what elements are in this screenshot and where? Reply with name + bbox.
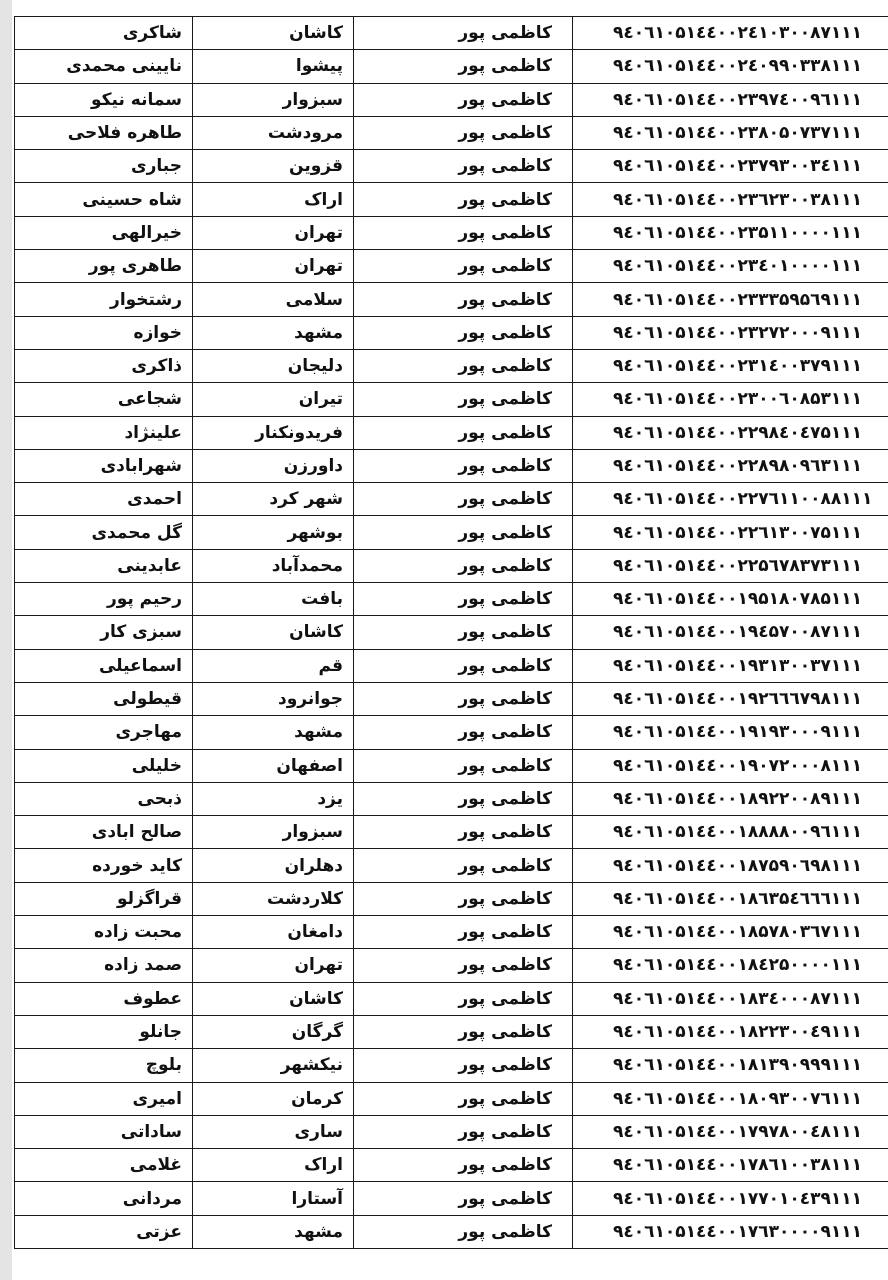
name-cell: کاظمی پور [354,549,573,582]
name-cell: کاظمی پور [354,83,573,116]
table-row [15,316,888,349]
city-cell: بافت [193,583,354,616]
table-row [15,17,888,50]
city-cell: داورزن [193,449,354,482]
name-cell: کاظمی پور [354,882,573,915]
name-cell: کاظمی پور [354,982,573,1015]
name-cell: کاظمی پور [354,949,573,982]
lastname-cell: خیرالهی [15,216,193,249]
city-cell: فریدونکنار [193,416,354,449]
city-cell: شهر کرد [193,483,354,516]
name-cell: کاظمی پور [354,116,573,149]
table-row [15,216,888,249]
table-row [15,349,888,382]
code-cell: ۹٤۰٦۱۰۵۱٤٤۰۰۱۸۷۵۹۰٦۹۸۱۱۱ [573,849,888,882]
lastname-cell: قیطولی [15,682,193,715]
table-row [15,250,888,283]
city-cell: یزد [193,782,354,815]
lastname-cell: کاید خورده [15,849,193,882]
lastname-cell: نایینی محمدی [15,50,193,83]
code-cell: ۹٤۰٦۱۰۵۱٤٤۰۰۱۹۲٦٦٦۷۹۸۱۱۱ [573,682,888,715]
name-cell: کاظمی پور [354,616,573,649]
code-cell: ۹٤۰٦۱۰۵۱٤٤۰۰۱۹٤۵۷۰۰۸۷۱۱۱ [573,616,888,649]
table-row [15,549,888,582]
lastname-cell: اسماعیلی [15,649,193,682]
code-cell: ۹٤۰٦۱۰۵۱٤٤۰۰۱۸۹۲۲۰۰۸۹۱۱۱ [573,782,888,815]
table-row [15,1115,888,1148]
table-row [15,916,888,949]
code-cell: ۹٤۰٦۱۰۵۱٤٤۰۰۱۷٦۳۰۰۰۰۹۱۱۱ [573,1215,888,1248]
table-row [15,1049,888,1082]
lastname-cell: خوازه [15,316,193,349]
city-cell: کرمان [193,1082,354,1115]
code-cell: ۹٤۰٦۱۰۵۱٤٤۰۰۱۷۸٦۱۰۰۳۸۱۱۱ [573,1149,888,1182]
code-cell: ۹٤۰٦۱۰۵۱٤٤۰۰۲۳۵۱۱۰۰۰۰۱۱۱ [573,216,888,249]
lastname-cell: شاکری [15,17,193,50]
name-cell: کاظمی پور [354,1082,573,1115]
code-cell: ۹٤۰٦۱۰۵۱٤٤۰۰۱۹۰۷۲۰۰۰۸۱۱۱ [573,749,888,782]
lastname-cell: ساداتی [15,1115,193,1148]
lastname-cell: گل محمدی [15,516,193,549]
code-cell: ۹٤۰٦۱۰۵۱٤٤۰۰۱۸۰۹۳۰۰۷٦۱۱۱ [573,1082,888,1115]
name-cell: کاظمی پور [354,349,573,382]
table-row [15,283,888,316]
code-cell: ۹٤۰٦۱۰۵۱٤٤۰۰۱۹۳۱۳۰۰۳۷۱۱۱ [573,649,888,682]
code-cell: ۹٤۰٦۱۰۵۱٤٤۰۰۲۲۵٦۷۸۳۷۳۱۱۱ [573,549,888,582]
table-row [15,50,888,83]
name-cell: کاظمی پور [354,17,573,50]
city-cell: کاشان [193,982,354,1015]
table-row [15,183,888,216]
name-cell: کاظمی پور [354,250,573,283]
table-row [15,383,888,416]
name-cell: کاظمی پور [354,716,573,749]
code-cell: ۹٤۰٦۱۰۵۱٤٤۰۰۱۹۱۹۳۰۰۰۹۱۱۱ [573,716,888,749]
table-row [15,416,888,449]
records-table [14,16,888,1249]
city-cell: ساری [193,1115,354,1148]
name-cell: کاظمی پور [354,1049,573,1082]
code-cell: ۹٤۰٦۱۰۵۱٤٤۰۰۲۲۸۹۸۰۹٦۳۱۱۱ [573,449,888,482]
table-row [15,682,888,715]
city-cell: دهلران [193,849,354,882]
table-row [15,616,888,649]
name-cell: کاظمی پور [354,50,573,83]
city-cell: نیکشهر [193,1049,354,1082]
code-cell: ۹٤۰٦۱۰۵۱٤٤۰۰۲۳۸۰۵۰۷۳۷۱۱۱ [573,116,888,149]
name-cell: کاظمی پور [354,183,573,216]
city-cell: سلامی [193,283,354,316]
name-cell: کاظمی پور [354,483,573,516]
document-sheet [14,16,877,1249]
city-cell: تیران [193,383,354,416]
lastname-cell: سبزی کار [15,616,193,649]
table-row [15,882,888,915]
name-cell: کاظمی پور [354,749,573,782]
lastname-cell: صالح ابادی [15,816,193,849]
code-cell: ۹٤۰٦۱۰۵۱٤٤۰۰۲۲۹۸٤۰٤۷۵۱۱۱ [573,416,888,449]
code-cell: ۹٤۰٦۱۰۵۱٤٤۰۰۲٤۰۹۹۰۳۳۸۱۱۱ [573,50,888,83]
table-row [15,483,888,516]
lastname-cell: رحیم پور [15,583,193,616]
city-cell: تهران [193,250,354,283]
city-cell: مشهد [193,716,354,749]
lastname-cell: جانلو [15,1015,193,1048]
city-cell: گرگان [193,1015,354,1048]
code-cell: ۹٤۰٦۱۰۵۱٤٤۰۰۲۳۲۷۲۰۰۰۹۱۱۱ [573,316,888,349]
code-cell: ۹٤۰٦۱۰۵۱٤٤۰۰۲٤۱۰۳۰۰۸۷۱۱۱ [573,17,888,50]
lastname-cell: جباری [15,150,193,183]
lastname-cell: رشتخوار [15,283,193,316]
name-cell: کاظمی پور [354,1182,573,1215]
name-cell: کاظمی پور [354,649,573,682]
table-row [15,716,888,749]
lastname-cell: غلامی [15,1149,193,1182]
code-cell: ۹٤۰٦۱۰۵۱٤٤۰۰۲۲۷٦۱۱۰۰۸۸۱۱۱ [573,483,888,516]
code-cell: ۹٤۰٦۱۰۵۱٤٤۰۰۱۸۸۸۸۰۰۹٦۱۱۱ [573,816,888,849]
city-cell: سبزوار [193,83,354,116]
city-cell: سبزوار [193,816,354,849]
name-cell: کاظمی پور [354,916,573,949]
lastname-cell: عطوف [15,982,193,1015]
code-cell: ۹٤۰٦۱۰۵۱٤٤۰۰۱۷۷۰۱۰٤۳۹۱۱۱ [573,1182,888,1215]
name-cell: کاظمی پور [354,1149,573,1182]
lastname-cell: مردانی [15,1182,193,1215]
lastname-cell: صمد زاده [15,949,193,982]
table-row [15,116,888,149]
lastname-cell: محبت زاده [15,916,193,949]
name-cell: کاظمی پور [354,516,573,549]
city-cell: مرودشت [193,116,354,149]
table-row [15,516,888,549]
table-row [15,949,888,982]
table-row [15,83,888,116]
lastname-cell: عابدینی [15,549,193,582]
city-cell: اراک [193,183,354,216]
name-cell: کاظمی پور [354,1015,573,1048]
name-cell: کاظمی پور [354,1115,573,1148]
code-cell: ۹٤۰٦۱۰۵۱٤٤۰۰۲۳٤۰۱۰۰۰۰۱۱۱ [573,250,888,283]
code-cell: ۹٤۰٦۱۰۵۱٤٤۰۰۱۸۱۳۹۰۹۹۹۱۱۱ [573,1049,888,1082]
name-cell: کاظمی پور [354,283,573,316]
city-cell: قم [193,649,354,682]
code-cell: ۹٤۰٦۱۰۵۱٤٤۰۰۲۳۱٤۰۰۳۷۹۱۱۱ [573,349,888,382]
table-row [15,982,888,1015]
lastname-cell: عزتی [15,1215,193,1248]
lastname-cell: شجاعی [15,383,193,416]
table-row [15,150,888,183]
table-row [15,1149,888,1182]
table-row [15,816,888,849]
lastname-cell: قراگزلو [15,882,193,915]
lastname-cell: مهاجری [15,716,193,749]
name-cell: کاظمی پور [354,782,573,815]
city-cell: دلیجان [193,349,354,382]
name-cell: کاظمی پور [354,1215,573,1248]
name-cell: کاظمی پور [354,849,573,882]
table-row [15,1182,888,1215]
table-row [15,1082,888,1115]
city-cell: بوشهر [193,516,354,549]
lastname-cell: بلوچ [15,1049,193,1082]
name-cell: کاظمی پور [354,682,573,715]
table-row [15,649,888,682]
code-cell: ۹٤۰٦۱۰۵۱٤٤۰۰۱۸٦۳۵٤٦٦٦۱۱۱ [573,882,888,915]
city-cell: کاشان [193,616,354,649]
city-cell: اصفهان [193,749,354,782]
city-cell: اراک [193,1149,354,1182]
lastname-cell: ذاکری [15,349,193,382]
table-row [15,749,888,782]
code-cell: ۹٤۰٦۱۰۵۱٤٤۰۰۱۸٤۲۵۰۰۰۰۱۱۱ [573,949,888,982]
name-cell: کاظمی پور [354,816,573,849]
table-row [15,449,888,482]
lastname-cell: علینژاد [15,416,193,449]
code-cell: ۹٤۰٦۱۰۵۱٤٤۰۰۲۳۰۰٦۰۸۵۳۱۱۱ [573,383,888,416]
code-cell: ۹٤۰٦۱۰۵۱٤٤۰۰۱۹۵۱۸۰۷۸۵۱۱۱ [573,583,888,616]
code-cell: ۹٤۰٦۱۰۵۱٤٤۰۰۲۳۹۷٤۰۰۹٦۱۱۱ [573,83,888,116]
name-cell: کاظمی پور [354,316,573,349]
name-cell: کاظمی پور [354,216,573,249]
name-cell: کاظمی پور [354,583,573,616]
city-cell: آستارا [193,1182,354,1215]
records-table-body [15,17,888,1249]
name-cell: کاظمی پور [354,383,573,416]
city-cell: جوانرود [193,682,354,715]
lastname-cell: سمانه نیکو [15,83,193,116]
table-row [15,849,888,882]
code-cell: ۹٤۰٦۱۰۵۱٤٤۰۰۱۸۲۲۳۰۰٤۹۱۱۱ [573,1015,888,1048]
table-row [15,782,888,815]
lastname-cell: طاهره فلاحی [15,116,193,149]
page-edge-strip [0,0,12,1280]
city-cell: محمدآباد [193,549,354,582]
name-cell: کاظمی پور [354,449,573,482]
table-row [15,1215,888,1248]
city-cell: مشهد [193,1215,354,1248]
code-cell: ۹٤۰٦۱۰۵۱٤٤۰۰۱۸۳٤۰۰۰۸۷۱۱۱ [573,982,888,1015]
code-cell: ۹٤۰٦۱۰۵۱٤٤۰۰۱۸۵۷۸۰۳٦۷۱۱۱ [573,916,888,949]
code-cell: ۹٤۰٦۱۰۵۱٤٤۰۰۲۳٦۲۳۰۰۳۸۱۱۱ [573,183,888,216]
lastname-cell: احمدی [15,483,193,516]
table-row [15,583,888,616]
city-cell: تهران [193,949,354,982]
city-cell: قزوین [193,150,354,183]
lastname-cell: خلیلی [15,749,193,782]
code-cell: ۹٤۰٦۱۰۵۱٤٤۰۰۲۲٦۱۳۰۰۷۵۱۱۱ [573,516,888,549]
lastname-cell: طاهری پور [15,250,193,283]
city-cell: پیشوا [193,50,354,83]
lastname-cell: شاه حسینی [15,183,193,216]
code-cell: ۹٤۰٦۱۰۵۱٤٤۰۰۲۳۳۳۵۹۵٦۹۱۱۱ [573,283,888,316]
code-cell: ۹٤۰٦۱۰۵۱٤٤۰۰۱۷۹۷۸۰۰٤۸۱۱۱ [573,1115,888,1148]
city-cell: کاشان [193,17,354,50]
lastname-cell: ذبحی [15,782,193,815]
name-cell: کاظمی پور [354,416,573,449]
table-row [15,1015,888,1048]
name-cell: کاظمی پور [354,150,573,183]
lastname-cell: شهرابادی [15,449,193,482]
city-cell: کلاردشت [193,882,354,915]
lastname-cell: امیری [15,1082,193,1115]
city-cell: تهران [193,216,354,249]
city-cell: دامغان [193,916,354,949]
code-cell: ۹٤۰٦۱۰۵۱٤٤۰۰۲۳۷۹۳۰۰۳٤۱۱۱ [573,150,888,183]
city-cell: مشهد [193,316,354,349]
